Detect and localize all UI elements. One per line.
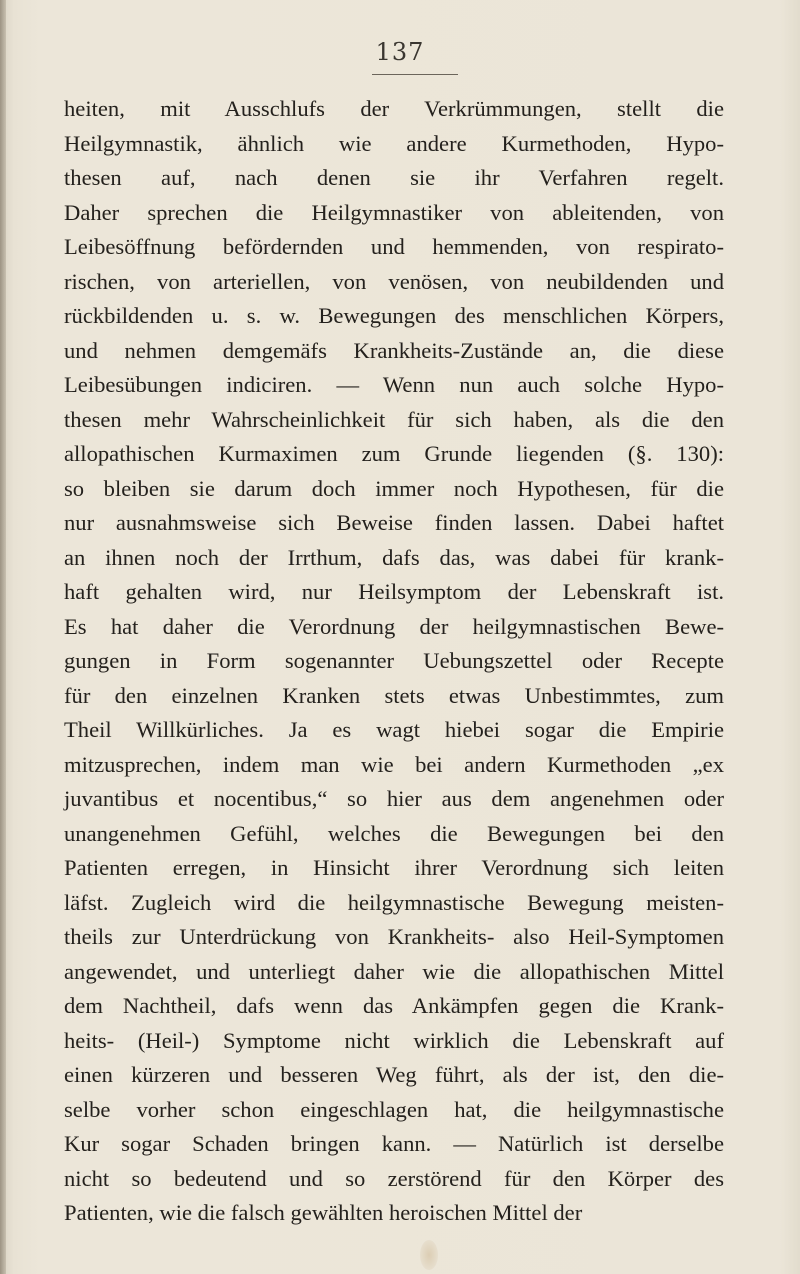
text-line: Heilgymnastik, ähnlich wie andere Kurmethoden, Hypo- bbox=[64, 130, 724, 156]
text-line: mitzusprechen, indem man wie bei andern Kurmethoden „ex bbox=[64, 751, 724, 777]
text-line: rückbildenden u. s. w. Bewegungen des menschlichen Körpers, bbox=[64, 303, 724, 328]
text-line: für den einzelnen Kranken stets etwas Unbestimmtes, zum bbox=[64, 682, 724, 708]
text-line: heiten, mit Ausschlufs der Verkrümmungen, stellt die bbox=[64, 96, 724, 121]
header-rule bbox=[372, 74, 458, 75]
text-line: Patienten erregen, in Hinsicht ihrer Verordnung sich leiten bbox=[64, 855, 724, 880]
text-line: selbe vorher schon eingeschlagen hat, die heilgymnastische bbox=[64, 1096, 724, 1122]
text-line: läfst. Zugleich wird die heilgymnastische Bewegung meisten- bbox=[64, 889, 724, 915]
page-number: 137 bbox=[375, 38, 425, 66]
text-line: nicht so bedeutend und so zerstörend für den Körper des bbox=[64, 1165, 724, 1191]
text-line: theils zur Unterdrückung von Krankheits- also Heil-Symptomen bbox=[64, 924, 724, 949]
paper-stain bbox=[420, 1240, 438, 1270]
text-line: einen kürzeren und besseren Weg führt, als der ist, den die- bbox=[64, 1062, 724, 1087]
text-line: haft gehalten wird, nur Heilsymptom der Lebenskraft ist. bbox=[64, 579, 724, 604]
text-line: Leibesöffnung befördernden und hemmenden, von respirato- bbox=[64, 234, 724, 259]
text-line: so bleiben sie darum doch immer noch Hypothesen, für die bbox=[64, 475, 724, 501]
text-line: Kur sogar Schaden bringen kann. — Natürlich ist derselbe bbox=[64, 1131, 724, 1156]
binding-edge bbox=[0, 0, 6, 1274]
text-line: Daher sprechen die Heilgymnastiker von ableitenden, von bbox=[64, 199, 724, 225]
text-line: thesen auf, nach denen sie ihr Verfahren regelt. bbox=[64, 165, 724, 190]
text-line: gungen in Form sogenannter Uebungszettel oder Recepte bbox=[64, 648, 724, 673]
text-line: nur ausnahmsweise sich Beweise finden lassen. Dabei haftet bbox=[64, 510, 724, 535]
body-text bbox=[64, 92, 724, 1231]
text-line: rischen, von arteriellen, von venösen, von neubildenden und bbox=[64, 268, 724, 294]
text-line: allopathischen Kurmaximen zum Grunde liegenden (§. 130): bbox=[64, 441, 724, 466]
text-line: thesen mehr Wahrscheinlichkeit für sich haben, als die den bbox=[64, 406, 724, 432]
text-line: Leibesübungen indiciren. — Wenn nun auch solche Hypo- bbox=[64, 372, 724, 397]
text-line: dem Nachtheil, dafs wenn das Ankämpfen gegen die Krank- bbox=[64, 993, 724, 1018]
text-line: und nehmen demgemäfs Krankheits-Zustände an, die diese bbox=[64, 337, 724, 363]
text-line: Patienten, wie die falsch gewählten heroischen Mittel der bbox=[64, 1200, 583, 1225]
text-line: an ihnen noch der Irrthum, dafs das, was dabei für krank- bbox=[64, 544, 724, 570]
text-line: heits- (Heil-) Symptome nicht wirklich die Lebenskraft auf bbox=[64, 1027, 724, 1053]
text-line: juvantibus et nocentibus,“ so hier aus dem angenehmen oder bbox=[64, 786, 724, 811]
text-line: angewendet, und unterliegt daher wie die allopathischen Mittel bbox=[64, 958, 724, 984]
text-line: Theil Willkürliches. Ja es wagt hiebei sogar die Empirie bbox=[64, 717, 724, 742]
text-line: Es hat daher die Verordnung der heilgymnastischen Bewe- bbox=[64, 613, 724, 639]
text-line: unangenehmen Gefühl, welches die Bewegungen bei den bbox=[64, 820, 724, 846]
